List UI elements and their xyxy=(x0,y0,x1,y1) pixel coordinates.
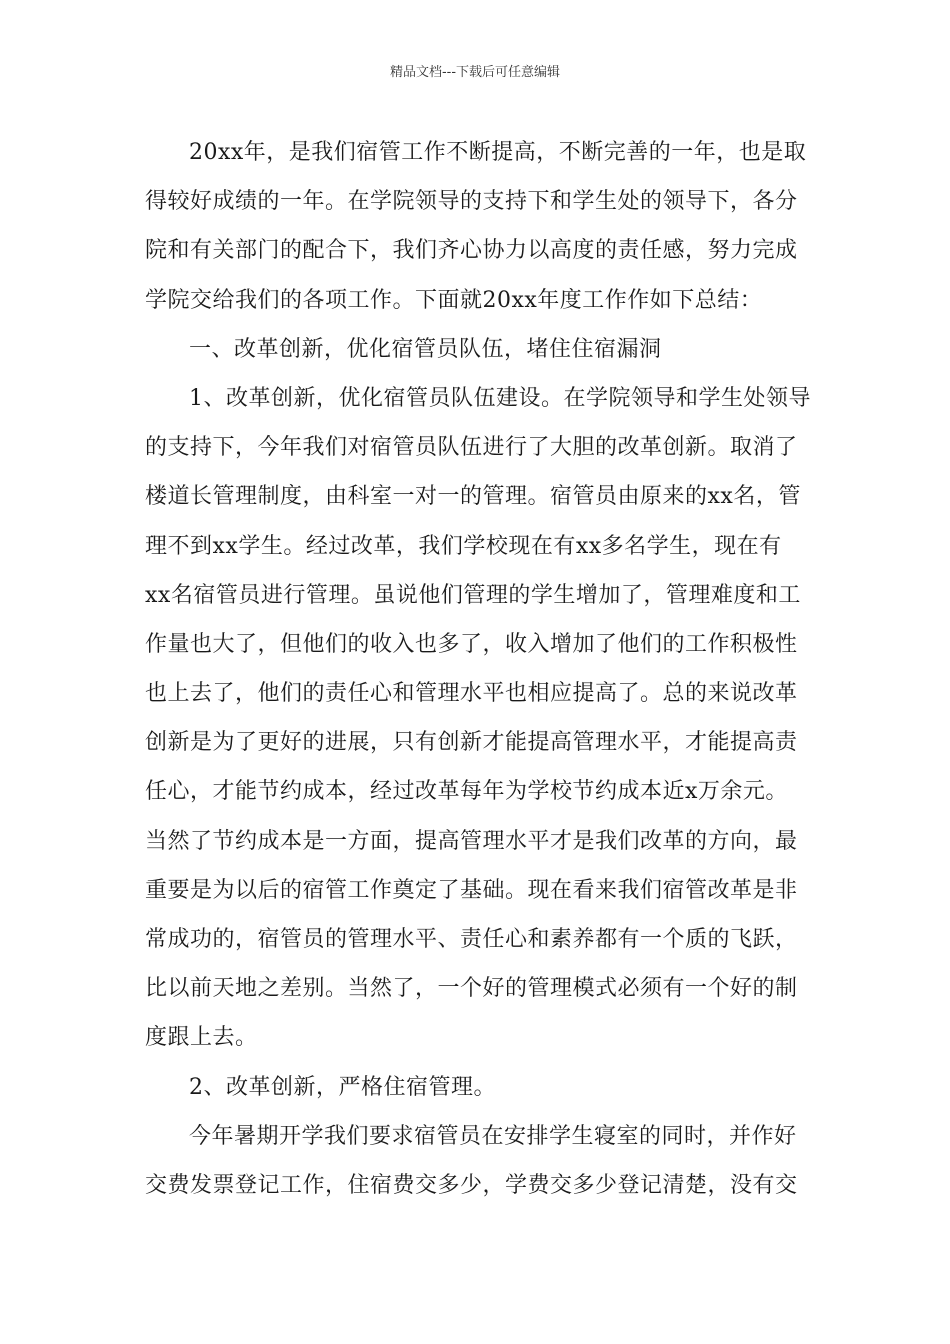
text-line: xx名宿管员进行管理。虽说他们管理的学生增加了，管理难度和工 xyxy=(145,582,801,608)
text-line: 1、改革创新，优化宿管员队伍建设。在学院领导和学生处领导 xyxy=(189,385,811,411)
text-line: 创新是为了更好的进展，只有创新才能提高管理水平，才能提高责 xyxy=(145,730,798,756)
text-line: 今年暑期开学我们要求宿管员在安排学生寝室的同时，并作好 xyxy=(189,1123,797,1149)
section-heading: 一、改革创新，优化宿管员队伍，堵住住宿漏洞 xyxy=(189,336,662,362)
document-body xyxy=(145,128,811,1210)
text-line: 重要是为以后的宿管工作奠定了基础。现在看来我们宿管改革是非 xyxy=(145,877,798,903)
text-line: 常成功的，宿管员的管理水平、责任心和素养都有一个质的飞跃， xyxy=(145,927,798,952)
text-line: 学院交给我们的各项工作。下面就20xx年度工作作如下总结： xyxy=(145,287,763,313)
page-header: 精品文档---下载后可任意编辑 xyxy=(389,65,561,80)
text-line: 理不到xx学生。经过改革，我们学校现在有xx多名学生，现在有 xyxy=(145,533,782,559)
text-line: 作量也大了，但他们的收入也多了，收入增加了他们的工作积极性 xyxy=(145,631,798,657)
text-line: 得较好成绩的一年。在学院领导的支持下和学生处的领导下，各分 xyxy=(145,189,798,215)
text-line: 20xx年，是我们宿管工作不断提高，不断完善的一年，也是取 xyxy=(189,140,807,165)
text-line: 交费发票登记工作，住宿费交多少，学费交多少登记清楚，没有交 xyxy=(145,1172,798,1198)
text-line: 院和有关部门的配合下，我们齐心协力以高度的责任感，努力完成 xyxy=(145,238,798,264)
text-line: 也上去了，他们的责任心和管理水平也相应提高了。总的来说改革 xyxy=(145,681,798,707)
subsection-heading: 2、改革创新，严格住宿管理。 xyxy=(189,1074,496,1100)
text-line: 比以前天地之差别。当然了，一个好的管理模式必须有一个好的制 xyxy=(145,976,798,1002)
text-line: 当然了节约成本是一方面，提高管理水平才是我们改革的方向，最 xyxy=(145,828,798,854)
text-line: 的支持下，今年我们对宿管员队伍进行了大胆的改革创新。取消了 xyxy=(145,435,798,461)
text-line: 楼道长管理制度，由科室一对一的管理。宿管员由原来的xx名，管 xyxy=(145,484,801,510)
text-line: 度跟上去。 xyxy=(145,1025,258,1051)
text-line: 任心，才能节约成本，经过改革每年为学校节约成本近x万余元。 xyxy=(145,779,788,805)
